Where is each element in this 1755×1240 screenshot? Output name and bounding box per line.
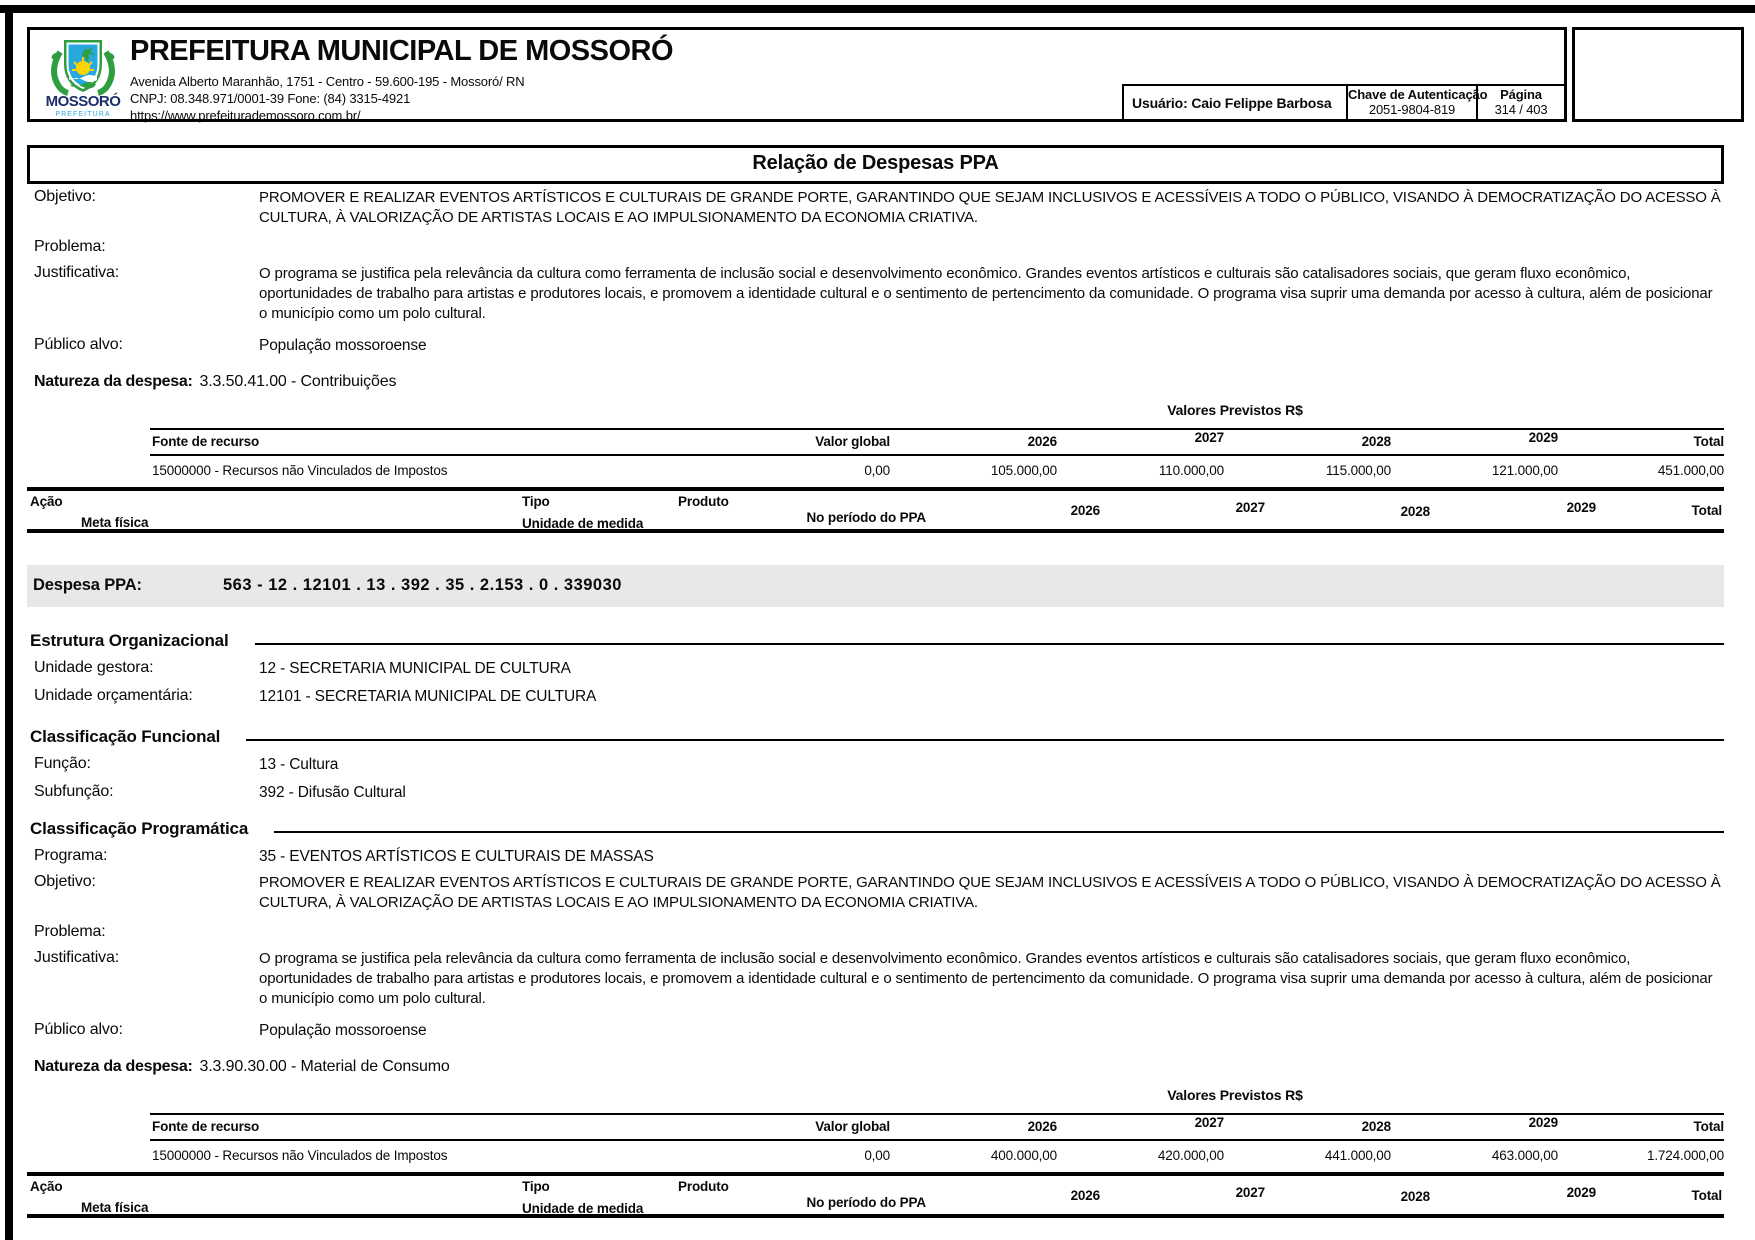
fonte-value: 15000000 - Recursos não Vinculados de Impostos [152, 1148, 448, 1163]
col-fonte-recurso: Fonte de recurso [152, 434, 260, 449]
subfuncao-row [0, 783, 1755, 803]
justificativa-value: O programa se justifica pela relevância da cultura como ferramenta de inclusão social e desenvolvimento econômico. Grandes eventos artísticos e culturais são catalisadores sociais, que geram fluxo econômico, oportunidades de trabalho para artistas e produtores locais, e promovem a identidade cultural e o sentimento de pertencimento da comunidade. O programa visa suprir uma demanda por acesso à cultura, além de posicionar o município como um polo cultural. [259, 950, 1713, 1007]
page-frame-top [0, 5, 1755, 13]
problema-value [259, 923, 1724, 941]
programa-label: Programa: [34, 847, 108, 864]
unidade-gestora-row [0, 659, 1755, 679]
justificativa-value: O programa se justifica pela relevância da cultura como ferramenta de inclusão social e desenvolvimento econômico. Grandes eventos artísticos e culturais são catalisadores sociais, que geram fluxo econômico, oportunidades de trabalho para artistas e produtores locais, e promovem a identidade cultural e o sentimento de pertencimento da comunidade. O programa visa suprir uma demanda por acesso à cultura, além de posicionar o município como um polo cultural. [259, 265, 1713, 322]
band-col-2026: 2026 [1070, 503, 1100, 518]
publico-alvo-row [0, 336, 1755, 356]
natureza-value: 3.3.90.30.00 - Material de Consumo [199, 1058, 450, 1075]
despesa-ppa-code: 563 - 12 . 12101 . 13 . 392 . 35 . 2.153 . 0 . 339030 [223, 576, 622, 594]
subfuncao-value: 392 - Difusão Cultural [259, 784, 406, 801]
org-cnpj: CNPJ: 08.348.971/0001-39 Fone: (84) 3315-4921 [130, 91, 411, 106]
heading-rule [246, 739, 1724, 741]
despesa-ppa-band [27, 565, 1724, 607]
band-col-total: Total [1691, 503, 1722, 518]
col-valor-global: Valor global [815, 434, 890, 449]
problema-row [0, 238, 1755, 256]
page-number-label: Página [1500, 87, 1542, 102]
fonte-value: 15000000 - Recursos não Vinculados de Impostos [152, 463, 448, 478]
report-header [27, 27, 1567, 122]
unidade-gestora-label: Unidade gestora: [34, 659, 154, 676]
page-number-value: 314 / 403 [1494, 102, 1548, 117]
publico-alvo-label: Público alvo: [34, 336, 123, 353]
value-2026: 400.000,00 [990, 1148, 1057, 1163]
natureza-label: Natureza da despesa: [34, 373, 193, 390]
col-total: Total [1693, 1119, 1724, 1134]
meta-fisica-label: Meta física [81, 515, 149, 530]
auth-key-value: 2051-9804-819 [1368, 102, 1456, 117]
periodo-ppa-label: No período do PPA [806, 510, 926, 525]
col-2026: 2026 [1027, 434, 1057, 449]
programa-value: 35 - EVENTOS ARTÍSTICOS E CULTURAIS DE MASSAS [259, 848, 654, 865]
logo-name: MOSSORÓ [45, 93, 121, 110]
band-col-2027: 2027 [1235, 500, 1265, 515]
band-col-total: Total [1691, 1188, 1722, 1203]
report-body [0, 145, 1755, 1218]
heading-rule [274, 831, 1724, 833]
heading-rule [255, 643, 1724, 645]
unidade-orcamentaria-label: Unidade orçamentária: [34, 687, 193, 704]
unidade-medida-label: Unidade de medida [522, 1201, 644, 1216]
col-2029: 2029 [1528, 1115, 1558, 1130]
acao-label: Ação [30, 494, 63, 509]
band-col-2028: 2028 [1400, 1189, 1430, 1204]
value-total: 1.724.000,00 [1646, 1148, 1724, 1163]
auth-key-label: Chave de Autenticação [1348, 87, 1488, 102]
acao-header-band [27, 487, 1724, 533]
unidade-medida-label: Unidade de medida [522, 516, 644, 531]
problema-value [259, 238, 1724, 256]
band-col-2029: 2029 [1566, 1185, 1596, 1200]
col-2028: 2028 [1361, 1119, 1391, 1134]
table-header-row [150, 1113, 1724, 1141]
value-2027: 110.000,00 [1158, 463, 1224, 478]
mossoro-logo [40, 32, 126, 122]
value-2028: 441.000,00 [1324, 1148, 1391, 1163]
org-url-link[interactable]: https://www.prefeiturademossoro.com.br/ [130, 108, 361, 123]
produto-label: Produto [678, 1179, 729, 1194]
objetivo-value: PROMOVER E REALIZAR EVENTOS ARTÍSTICOS E CULTURAIS DE GRANDE PORTE, GARANTINDO QUE SEJAM INCLUSIVOS E ACESSÍVEIS A TODO O PÚBLICO, VISANDO À DEMOCRATIZAÇÃO DO ACESSO À CULTURA, À VALORIZAÇÃO DE ARTISTAS LOCAIS E AO IMPULSIONAMENTO DA ECONOMIA CRIATIVA. [259, 874, 1721, 911]
valores-previstos-label: Valores Previstos R$ [1167, 1087, 1303, 1103]
value-2029: 463.000,00 [1491, 1148, 1558, 1163]
objetivo-row [0, 188, 1755, 228]
band-col-2026: 2026 [1070, 1188, 1100, 1203]
unidade-gestora-value: 12 - SECRETARIA MUNICIPAL DE CULTURA [259, 660, 571, 677]
band-col-2028: 2028 [1400, 504, 1430, 519]
tipo-label: Tipo [522, 1179, 550, 1194]
value-2028: 115.000,00 [1325, 463, 1391, 478]
col-2026: 2026 [1027, 1119, 1057, 1134]
col-valor-global: Valor global [815, 1119, 890, 1134]
classificacao-programatica-heading [30, 819, 1724, 839]
natureza-value: 3.3.50.41.00 - Contribuições [199, 373, 397, 390]
problema-row-2 [0, 923, 1755, 941]
estrutura-organizacional-heading [30, 631, 1724, 651]
objetivo-label: Objetivo: [34, 188, 96, 205]
classificacao-funcional-title: Classificação Funcional [30, 727, 221, 746]
org-address: Avenida Alberto Maranhão, 1751 - Centro - 59.600-195 - Mossoró/ RN [130, 74, 525, 89]
classificacao-funcional-heading [30, 727, 1724, 747]
report-title: Relação de Despesas PPA [27, 145, 1724, 184]
funcao-value: 13 - Cultura [259, 756, 339, 773]
periodo-ppa-label: No período do PPA [806, 1195, 926, 1210]
user-cell: Usuário: Caio Felippe Barbosa [1122, 84, 1346, 119]
estrutura-organizacional-title: Estrutura Organizacional [30, 631, 229, 650]
natureza-label: Natureza da despesa: [34, 1058, 193, 1075]
funcao-label: Função: [34, 755, 91, 772]
org-title: PREFEITURA MUNICIPAL DE MOSSORÓ [130, 35, 674, 67]
valor-global-value: 0,00 [864, 463, 890, 478]
col-2027: 2027 [1194, 430, 1224, 445]
fonte-recurso-table-2 [150, 1087, 1724, 1172]
programa-row [0, 847, 1755, 867]
unidade-orcamentaria-value: 12101 - SECRETARIA MUNICIPAL DE CULTURA [259, 688, 597, 705]
funcao-row [0, 755, 1755, 775]
valores-previstos-label: Valores Previstos R$ [1167, 402, 1303, 418]
natureza-despesa-row-2 [0, 1058, 1755, 1076]
col-2027: 2027 [1194, 1115, 1224, 1130]
classificacao-programatica-title: Classificação Programática [30, 819, 249, 838]
publico-alvo-value: População mossoroense [259, 337, 427, 354]
col-fonte-recurso: Fonte de recurso [152, 1119, 260, 1134]
valor-global-value: 0,00 [864, 1148, 890, 1163]
justificativa-label: Justificativa: [34, 949, 120, 966]
natureza-despesa-row [0, 373, 1755, 391]
meta-fisica-label: Meta física [81, 1200, 149, 1215]
objetivo-row-2 [0, 873, 1755, 913]
page-number-cell [1476, 84, 1564, 119]
unidade-orcamentaria-row [0, 687, 1755, 707]
acao-label: Ação [30, 1179, 63, 1194]
band-col-2029: 2029 [1566, 500, 1596, 515]
objetivo-label: Objetivo: [34, 873, 96, 890]
publico-alvo-label: Público alvo: [34, 1021, 123, 1038]
value-2027: 420.000,00 [1157, 1148, 1224, 1163]
value-total: 451.000,00 [1657, 463, 1724, 478]
table-row [150, 1141, 1724, 1172]
justificativa-label: Justificativa: [34, 264, 120, 281]
subfuncao-label: Subfunção: [34, 783, 114, 800]
objetivo-value: PROMOVER E REALIZAR EVENTOS ARTÍSTICOS E CULTURAIS DE GRANDE PORTE, GARANTINDO QUE SEJAM INCLUSIVOS E ACESSÍVEIS A TODO O PÚBLICO, VISANDO À DEMOCRATIZAÇÃO DO ACESSO À CULTURA, À VALORIZAÇÃO DE ARTISTAS LOCAIS E AO IMPULSIONAMENTO DA ECONOMIA CRIATIVA. [259, 189, 1721, 226]
justificativa-row [0, 264, 1755, 324]
despesa-ppa-label: Despesa PPA: [33, 576, 142, 594]
problema-label: Problema: [34, 923, 106, 940]
tipo-label: Tipo [522, 494, 550, 509]
value-2029: 121.000,00 [1491, 463, 1558, 478]
table-row [150, 456, 1724, 487]
band-col-2027: 2027 [1235, 1185, 1265, 1200]
justificativa-row-2 [0, 949, 1755, 1009]
header-corner-box [1572, 27, 1744, 122]
value-2026: 105.000,00 [990, 463, 1057, 478]
logo-subtitle: PREFEITURA [55, 111, 111, 118]
col-total: Total [1693, 434, 1724, 449]
col-2028: 2028 [1361, 434, 1391, 449]
problema-label: Problema: [34, 238, 106, 255]
col-2029: 2029 [1528, 430, 1558, 445]
table-header-row [150, 428, 1724, 456]
publico-alvo-row-2 [0, 1021, 1755, 1041]
acao-header-band-2 [27, 1172, 1724, 1218]
fonte-recurso-table [150, 402, 1724, 487]
produto-label: Produto [678, 494, 729, 509]
auth-key-cell [1346, 84, 1488, 119]
publico-alvo-value: População mossoroense [259, 1022, 427, 1039]
